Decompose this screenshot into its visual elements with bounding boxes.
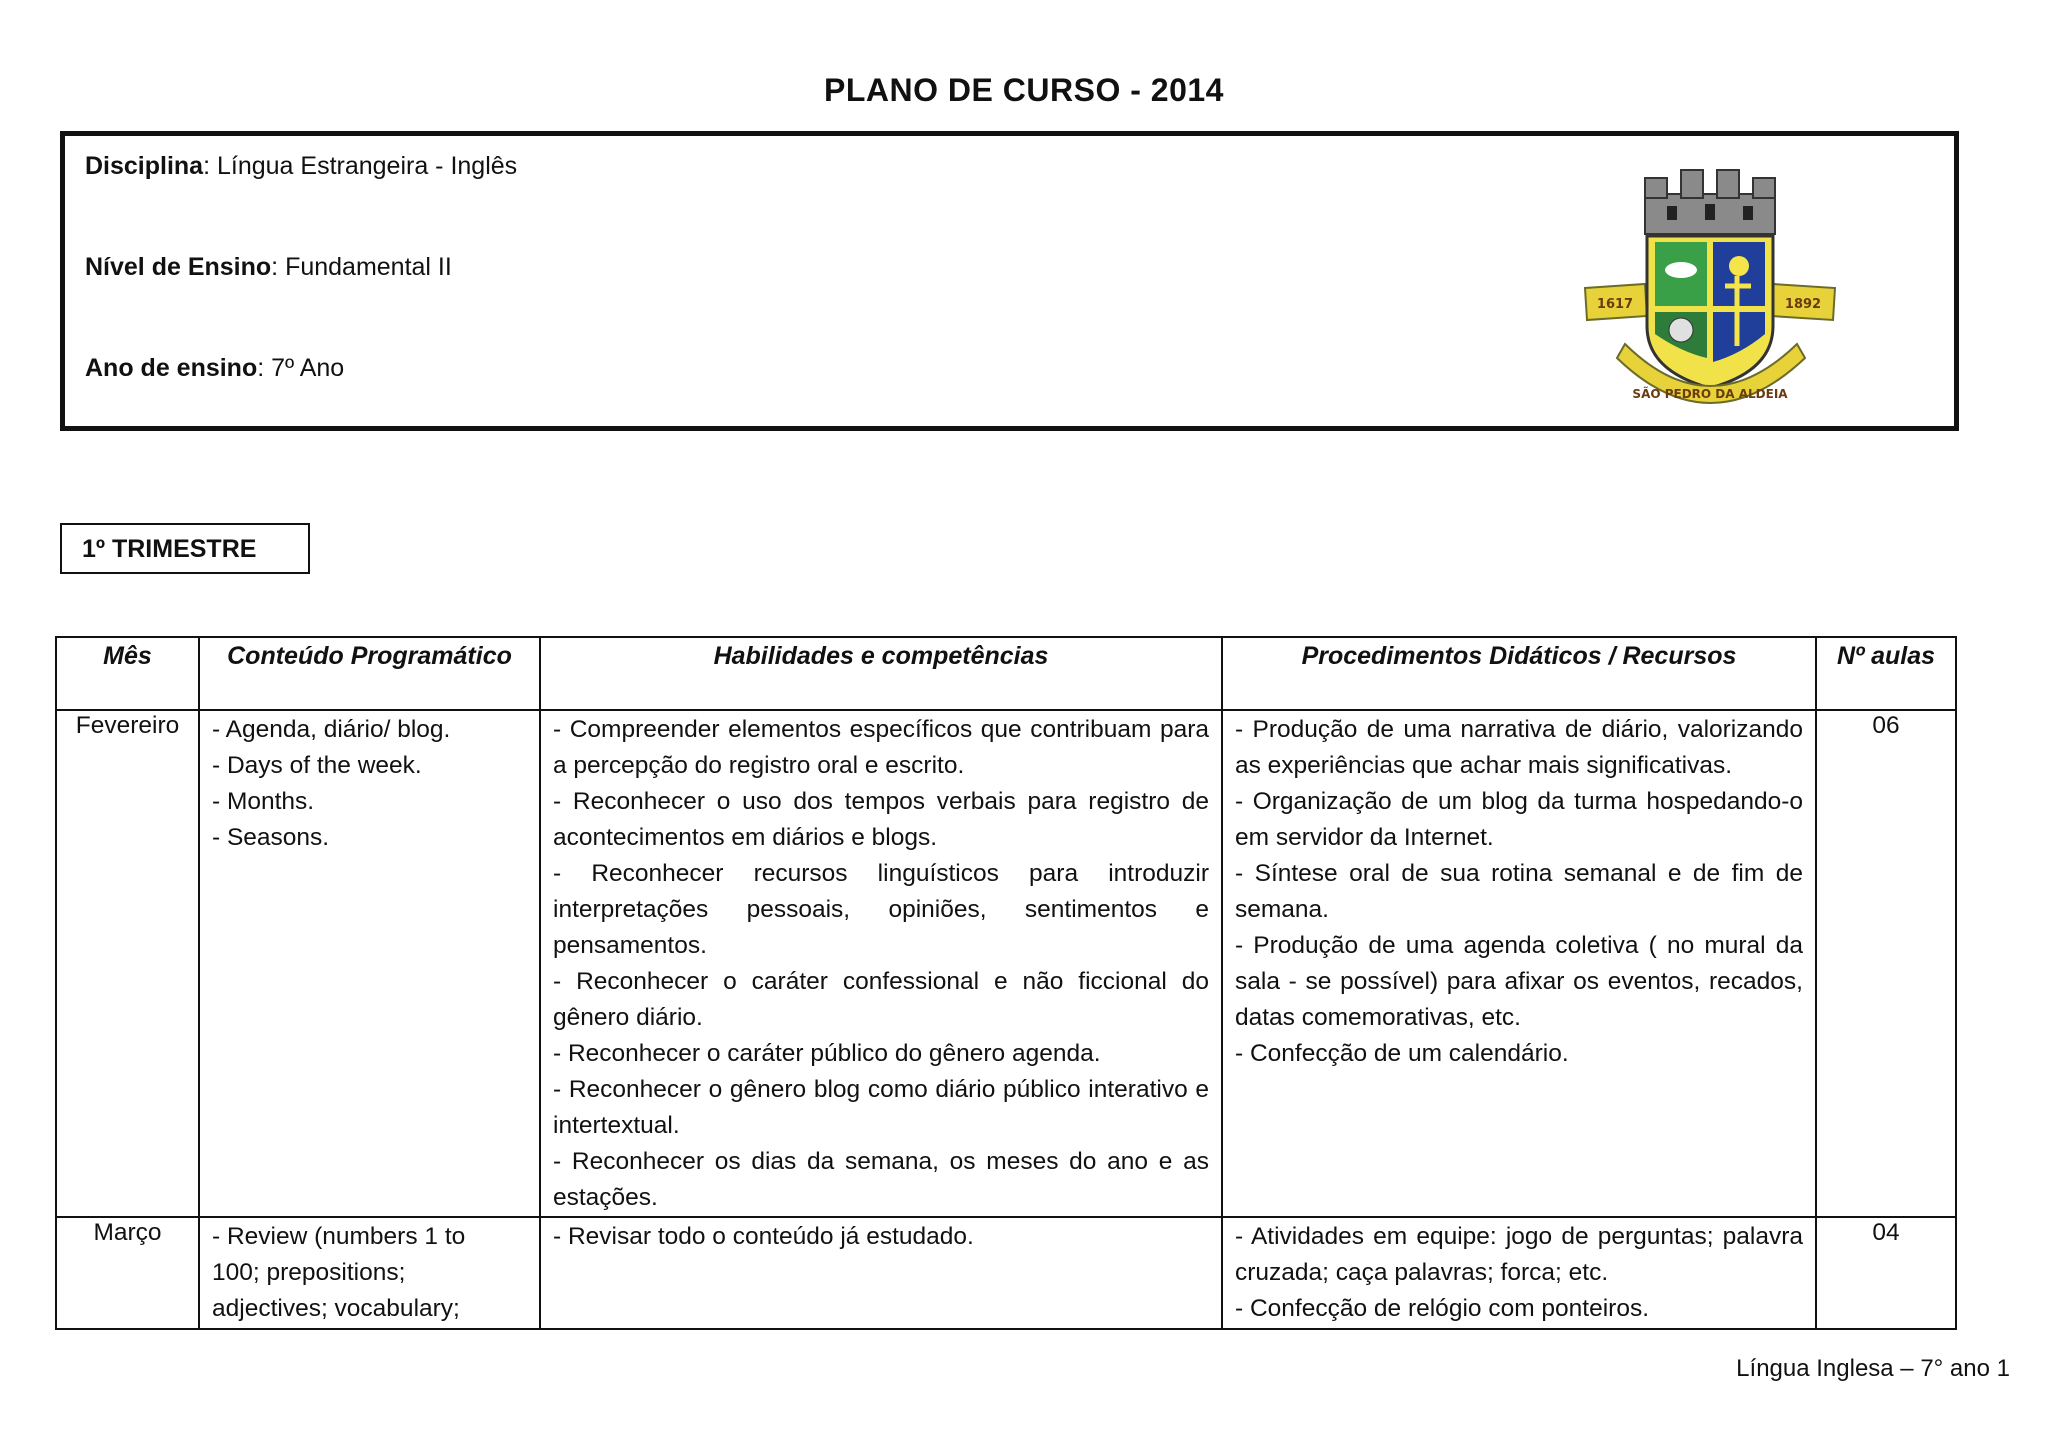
header-month: Mês [56, 637, 199, 710]
skills-cell [540, 710, 1222, 1217]
header-procedures: Procedimentos Didáticos / Recursos [1222, 637, 1816, 710]
content-cell [199, 1217, 540, 1329]
table-header-row [56, 637, 1956, 710]
content-item: - Agenda, diário/ blog. [212, 716, 451, 743]
procedure-item: - Síntese oral de sua rotina semanal e de fim de semana. [1235, 860, 1803, 923]
procedure-item: - Confecção de um calendário. [1235, 1040, 1569, 1067]
content-item: - Months. [212, 788, 315, 815]
course-info-box [60, 131, 1959, 431]
procedures-cell [1222, 1217, 1816, 1329]
skill-item: - Reconhecer recursos linguísticos para introduzir interpretações pessoais, opiniões, sentimentos e pensamentos. [553, 860, 1209, 959]
year-label: Ano de ensino [85, 354, 258, 382]
procedure-item: - Organização de um blog da turma hospedando-o em servidor da Internet. [1235, 788, 1803, 851]
header-skills: Habilidades e competências [540, 637, 1222, 710]
month-cell: Fevereiro [56, 710, 199, 1217]
procedure-item: - Produção de uma narrativa de diário, valorizando as experiências que achar mais significativas. [1235, 716, 1803, 779]
skill-item: - Compreender elementos específicos que contribuam para a percepção do registro oral e escrito. [553, 716, 1209, 779]
content-item: adjectives; vocabulary; [212, 1295, 460, 1322]
table-row [56, 1217, 1956, 1329]
procedures-cell [1222, 710, 1816, 1217]
skill-item: - Reconhecer o caráter público do gênero agenda. [553, 1040, 1101, 1067]
page-footer: Língua Inglesa – 7° ano 1 [1736, 1355, 2010, 1382]
skills-cell [540, 1217, 1222, 1329]
content-item: - Review (numbers 1 to [212, 1223, 466, 1250]
skill-item: - Reconhecer o uso dos tempos verbais para registro de acontecimentos em diários e blogs. [553, 788, 1209, 851]
month-cell: Março [56, 1217, 199, 1329]
lessons-cell: 06 [1816, 710, 1956, 1217]
skill-item: - Reconhecer o caráter confessional e não ficcional do gênero diário. [553, 968, 1209, 1031]
header-content: Conteúdo Programático [199, 637, 540, 710]
level-value: : Fundamental II [271, 253, 452, 281]
castle-crown-icon [1645, 170, 1775, 234]
level-label: Nível de Ensino [85, 253, 272, 281]
table-row [56, 710, 1956, 1217]
municipal-coat-of-arms [1575, 166, 1845, 416]
year-value: : 7º Ano [257, 354, 345, 382]
skill-item: - Revisar todo o conteúdo já estudado. [553, 1223, 974, 1250]
lessons-cell: 04 [1816, 1217, 1956, 1329]
procedure-item: - Atividades em equipe: jogo de perguntas; palavra cruzada; caça palavras; forca; etc. [1235, 1223, 1803, 1286]
header-lessons: Nº aulas [1816, 637, 1956, 710]
procedure-item: - Produção de uma agenda coletiva ( no mural da sala - se possível) para afixar os eventos, recados, datas comemorativas, etc. [1235, 932, 1803, 1031]
emblem-year-left: 1617 [1596, 297, 1634, 312]
content-item: - Seasons. [212, 824, 330, 851]
emblem-motto: SÃO PEDRO DA ALDEIA [1632, 387, 1788, 401]
shield-icon [1647, 236, 1773, 388]
skill-item: - Reconhecer o gênero blog como diário público interativo e intertextual. [553, 1076, 1209, 1139]
content-item: 100; prepositions; [212, 1259, 406, 1286]
discipline-value: : Língua Estrangeira - Inglês [203, 152, 518, 180]
discipline-line [85, 152, 517, 181]
section-label: 1º TRIMESTRE [60, 523, 310, 574]
procedure-item: - Confecção de relógio com ponteiros. [1235, 1295, 1649, 1322]
content-cell [199, 710, 540, 1217]
content-item: - Days of the week. [212, 752, 422, 779]
discipline-label: Disciplina [85, 152, 204, 180]
skill-item: - Reconhecer os dias da semana, os meses do ano e as estações. [553, 1148, 1209, 1211]
course-plan-table [55, 636, 1957, 1330]
page-title: PLANO DE CURSO - 2014 [824, 72, 1224, 108]
year-line [85, 354, 344, 383]
level-line [85, 253, 452, 282]
emblem-year-right: 1892 [1784, 297, 1822, 312]
